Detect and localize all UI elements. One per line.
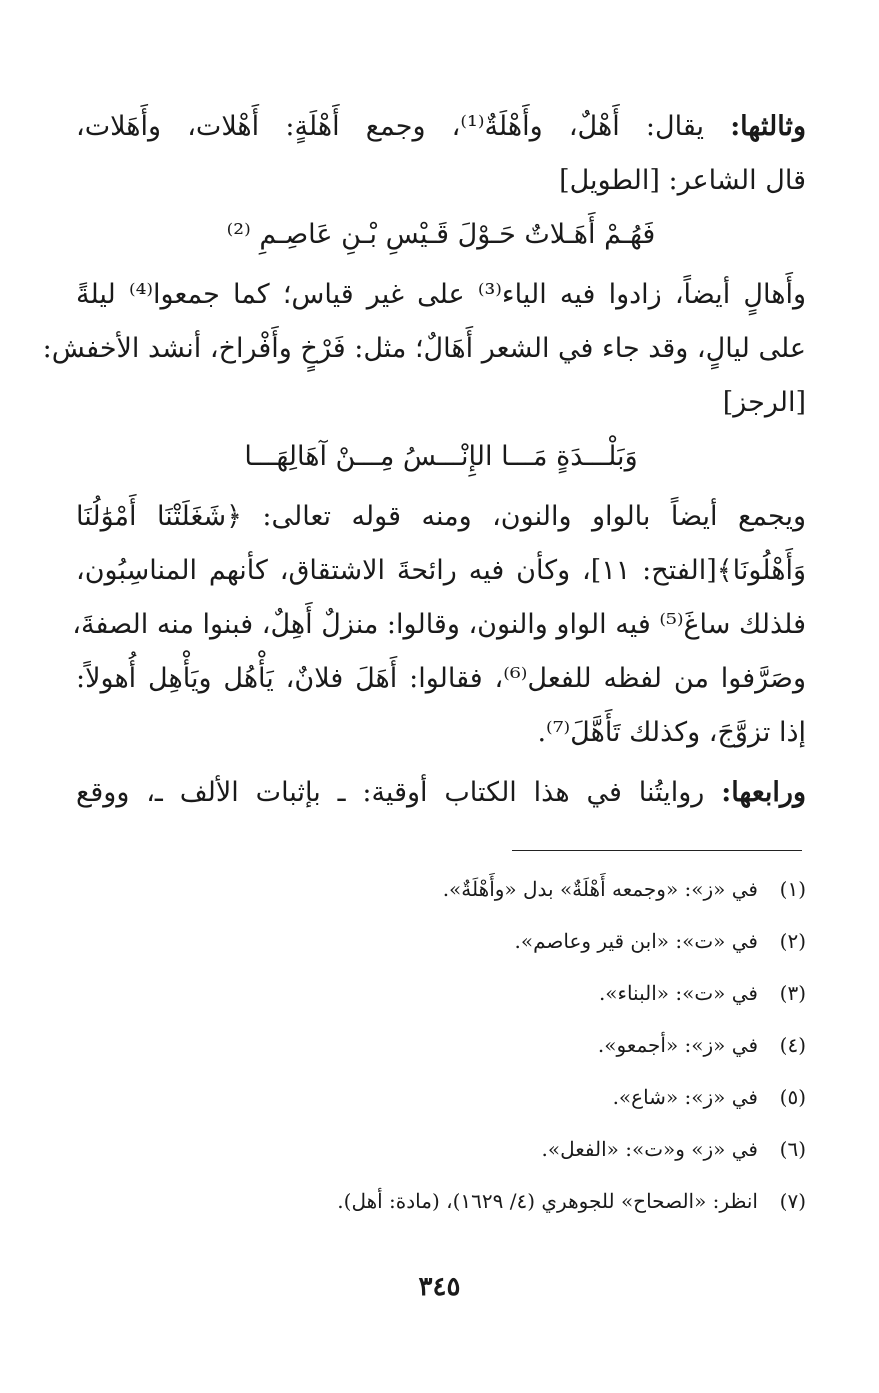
page-body bbox=[42, 100, 806, 1227]
footnote bbox=[76, 1071, 806, 1123]
footnote bbox=[76, 1175, 806, 1227]
footnote-number: (٢) bbox=[779, 929, 806, 953]
paragraph-2-line-2: على ليالٍ، وقد جاء في الشعر أَهَالٌ؛ مثل: فَرْخٍ وأَفْراخ، أنشد الأخفش: bbox=[42, 333, 806, 364]
paragraph-3-line-1: ويجمع أيضاً بالواو والنون، ومنه قوله تعالى: ﴿شَغَلَتْنَا أَمْوَٰلُنَا bbox=[76, 501, 806, 532]
paragraph-2-line-3: [الرجز] bbox=[722, 387, 806, 418]
footnote bbox=[76, 915, 806, 967]
footnote-number: (٧) bbox=[779, 1189, 806, 1213]
footnote-text: في «ت»: «البناء». bbox=[598, 981, 758, 1005]
paragraph-label: وثالثها: bbox=[730, 111, 806, 142]
footnote-number: (١) bbox=[779, 877, 806, 901]
footnotes bbox=[76, 863, 806, 1227]
footnote-text: في «ت»: «ابن قير وعاصم». bbox=[514, 929, 758, 953]
footnote-text: في «ز» و«ت»: «الفعل». bbox=[541, 1137, 758, 1161]
footnote-separator bbox=[512, 850, 802, 851]
footnote-text: انظر: «الصحاح» للجوهري (٤/ ١٦٢٩)، (مادة: أهل). bbox=[337, 1189, 758, 1213]
footnote-number: (٥) bbox=[779, 1085, 806, 1109]
footnote-number: (٦) bbox=[779, 1137, 806, 1161]
paragraph-2-line-1: وأَهالٍ أيضاً، زادوا فيه الياء⁽³⁾ على غير قياس؛ كما جمعوا⁽⁴⁾ ليلةً bbox=[76, 279, 806, 310]
paragraph-3-line-2: وَأَهْلُونَا﴾[الفتح: ١١]، وكأن فيه رائحةَ الاشتقاق، كأنهم المناسِبُون، bbox=[76, 555, 806, 586]
paragraph-1-line-2: قال الشاعر: [الطويل] bbox=[559, 165, 806, 196]
footnote bbox=[76, 863, 806, 915]
paragraph-3-line-5: إذا تزوَّجَ، وكذلك تَأَهَّلَ⁽⁷⁾. bbox=[537, 717, 806, 748]
poetry-verse-1: فَهُـمْ أَهَـلاتٌ حَـوْلَ قَـيْسِ بْـنِ عَاصِـمِ ⁽²⁾ bbox=[226, 219, 656, 250]
footnote bbox=[76, 1019, 806, 1071]
footnote-text: في «ز»: «شاع». bbox=[612, 1085, 758, 1109]
footnote bbox=[76, 967, 806, 1019]
poetry-verse-2: وَبَلْـــدَةٍ مَـــا الإِنْـــسُ مِـــنْ آهَالِهَـــا bbox=[244, 441, 638, 472]
footnote-number: (٤) bbox=[779, 1033, 806, 1057]
paragraph-label: ورابعها: bbox=[721, 777, 806, 808]
footnote-text: في «ز»: «وجمعه أَهْلَةٌ» بدل «وأَهْلَةٌ». bbox=[442, 877, 758, 901]
footnote bbox=[76, 1123, 806, 1175]
paragraph-3-line-4: وصَرَّفوا من لفظه للفعل⁽⁶⁾، فقالوا: أَهَلَ فلانٌ، يَأْهُل ويَأْهِل أُهولاً: bbox=[76, 663, 806, 694]
paragraph-1-line-1: وثالثها: يقال: أَهْلٌ، وأَهْلَةٌ⁽¹⁾، وجمع أَهْلَةٍ: أَهْلات، وأَهَلات، bbox=[76, 111, 806, 142]
page-number: ٣٤٥ bbox=[418, 1272, 461, 1302]
footnote-text: في «ز»: «أجمعو». bbox=[597, 1033, 758, 1057]
paragraph-4-line-1: ورابعها: روايتُنا في هذا الكتاب أوقية: ـ بإثبات الألف ـ، ووقع bbox=[76, 777, 806, 808]
paragraph-3-line-3: فلذلك ساغَ⁽⁵⁾ فيه الواو والنون، وقالوا: منزلٌ أَهِلٌ، فبنوا منه الصفةَ، bbox=[72, 609, 806, 640]
footnote-number: (٣) bbox=[779, 981, 806, 1005]
